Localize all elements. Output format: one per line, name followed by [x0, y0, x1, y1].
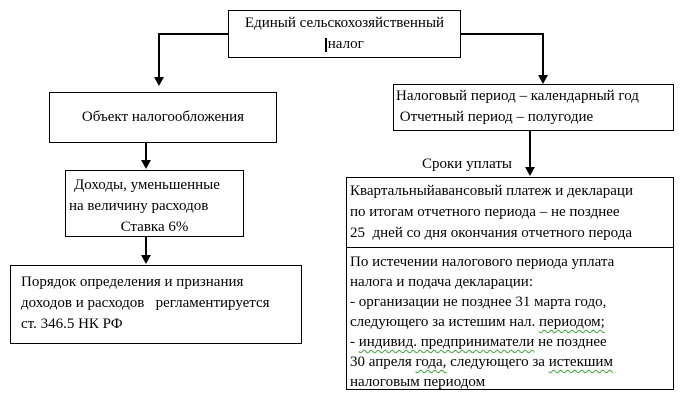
- arrowhead-down-icon: [141, 160, 151, 169]
- annual-box-line: 30 апреля года, следующего за истекшим: [350, 354, 613, 370]
- tax-period-box[interactable]: [393, 84, 674, 131]
- payment-deadlines-label[interactable]: Сроки уплаты: [422, 156, 512, 172]
- connector-period-to-payment: [529, 131, 531, 169]
- order-line-1: Порядок определения и признания: [21, 274, 244, 290]
- annual-box-line: - организации не позднее 31 марта годо,: [350, 294, 607, 310]
- connector-title-left-vertical: [158, 33, 160, 78]
- income-line-1: Доходы, уменьшенные: [74, 177, 220, 193]
- annual-box-text: [347, 248, 673, 392]
- period-line-1: Налоговый период – календарный год: [396, 88, 639, 104]
- connector-title-right-vertical: [542, 33, 544, 76]
- quarterly-line-3: 25 дней со дня окончания отчетного перода: [350, 225, 632, 241]
- title-line-1: Единый сельскохозяйственный: [244, 15, 445, 31]
- connector-title-right-horizontal: [461, 33, 544, 35]
- quarterly-line-1: Квартальныйавансовый платеж и деклараци: [350, 183, 633, 199]
- income-recognition-procedure-box[interactable]: [10, 265, 302, 344]
- quarterly-line-2: по итогам отчетного периода – не позднее: [350, 204, 620, 220]
- quarterly-advance-payment-section: [347, 178, 673, 248]
- income-line-3-rate: Ставка 6%: [120, 219, 189, 235]
- arrowhead-down-icon: [141, 255, 151, 264]
- connector-title-left-horizontal: [158, 33, 228, 35]
- arrowhead-down-icon: [525, 167, 535, 176]
- order-line-3: ст. 346.5 НК РФ: [21, 316, 123, 332]
- arrowhead-down-icon: [154, 77, 164, 86]
- annual-box-line: налоговым периодом: [350, 374, 486, 390]
- annual-box-line: следующего за истешим нал. периодом;: [350, 314, 605, 330]
- annual-box-line: - индивид. предприниматели не позднее: [350, 334, 607, 350]
- grammar-squiggle-text: истекшим: [548, 354, 613, 370]
- order-line-2: доходов и расходов регламентируется: [21, 295, 270, 311]
- connector-income-to-order: [145, 237, 147, 257]
- arrowhead-down-icon: [538, 75, 548, 84]
- payment-terms-box[interactable]: [346, 177, 674, 390]
- grammar-squiggle-text: года,: [415, 354, 447, 370]
- income-minus-expenses-box[interactable]: [65, 170, 244, 237]
- object-of-taxation-box[interactable]: [49, 92, 277, 143]
- text-cursor-caret: [325, 38, 327, 52]
- grammar-squiggle-text: индивид. предприниматели: [358, 334, 535, 350]
- title-line-2: [229, 34, 460, 55]
- title-line-2-text: налог: [327, 36, 364, 52]
- title-box-unified-agricultural-tax[interactable]: [228, 10, 461, 58]
- income-line-2: на величину расходов: [69, 198, 209, 214]
- annual-box-line: налога и подача декларации:: [350, 274, 534, 290]
- grammar-squiggle-text: периодом;: [539, 314, 605, 330]
- period-line-2: Отчетный период – полугодие: [396, 109, 594, 125]
- annual-box-line: По истечении налогового периода уплата: [350, 254, 615, 270]
- object-box-text: Объект налогообложения: [81, 109, 245, 125]
